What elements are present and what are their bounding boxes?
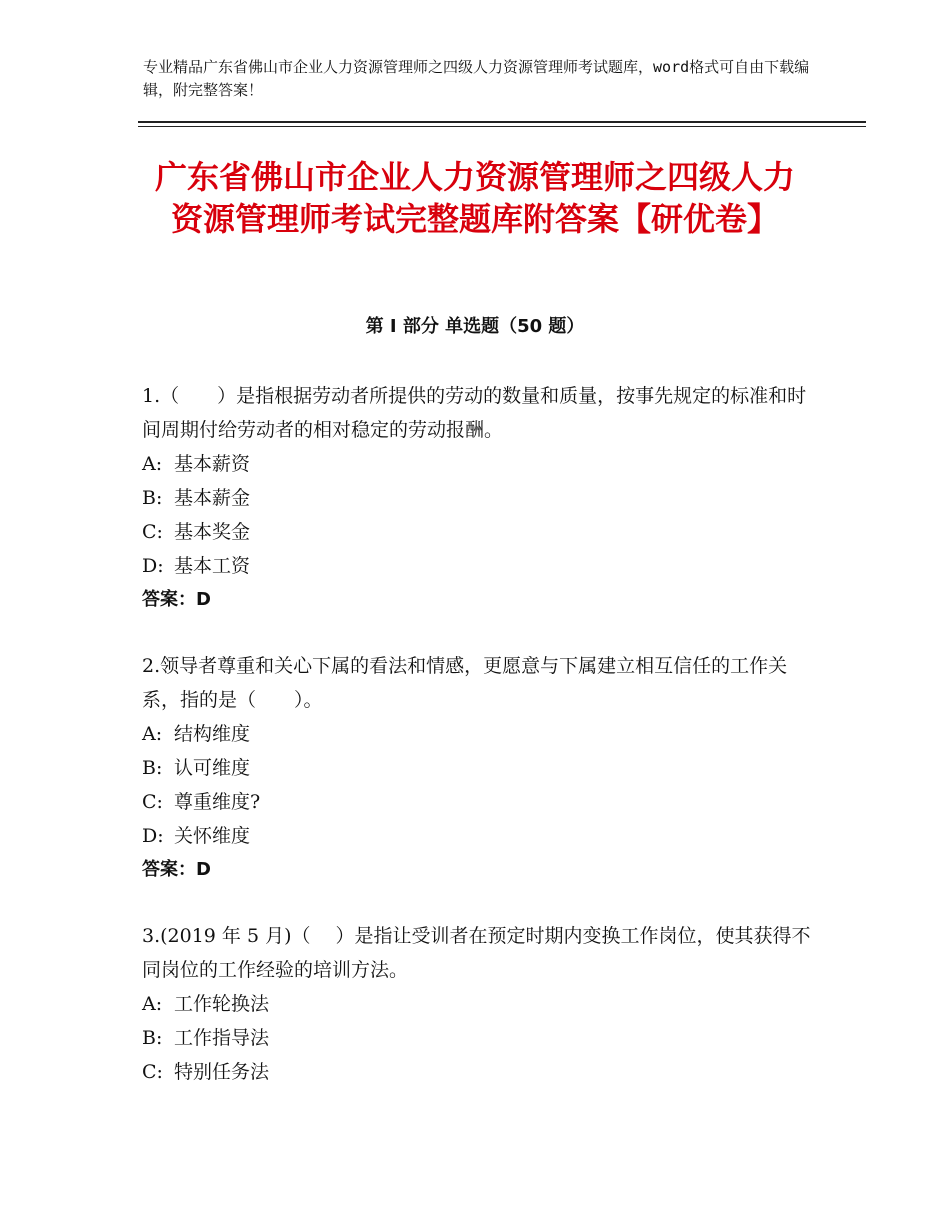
option-d <box>142 819 822 853</box>
option-key: C: <box>142 521 163 543</box>
option-text: 工作轮换法 <box>174 993 270 1015</box>
option-key: D: <box>142 555 164 577</box>
option-a <box>142 447 822 481</box>
option-text: 基本工资 <box>174 555 251 577</box>
question-stem: 1.（ ）是指根据劳动者所提供的劳动的数量和质量，按事先规定的标准和时间周期付给劳动者的相对稳定的劳动报酬。 <box>142 385 807 441</box>
option-key: A: <box>142 993 163 1015</box>
option-b <box>142 751 822 785</box>
option-d <box>142 549 822 583</box>
question-list <box>142 379 822 1121</box>
answer-line: 答案：D <box>142 859 211 880</box>
option-text: 基本薪金 <box>174 487 251 509</box>
document-title: 广东省佛山市企业人力资源管理师之四级人力资源管理师考试完整题库附答案【研优卷】 <box>154 158 795 238</box>
option-text: 基本奖金 <box>174 521 251 543</box>
option-key: A: <box>142 723 163 745</box>
option-a <box>142 717 822 751</box>
option-key: B: <box>142 1027 163 1049</box>
option-key: C: <box>142 1061 163 1083</box>
question-stem: 2.领导者尊重和关心下属的看法和情感，更愿意与下属建立相互信任的工作关系，指的是（ ）。 <box>142 655 788 711</box>
question-stem: 3.(2019 年 5 月)（ ）是指让受训者在预定时期内变换工作岗位，使其获得不同岗位的工作经验的培训方法。 <box>142 925 811 981</box>
option-key: B: <box>142 757 163 779</box>
header-divider-thin <box>138 126 866 127</box>
option-key: A: <box>142 453 163 475</box>
option-text: 特别任务法 <box>174 1061 270 1083</box>
option-text: 基本薪资 <box>174 453 251 475</box>
option-key: D: <box>142 825 164 847</box>
option-b <box>142 481 822 515</box>
option-c <box>142 1055 822 1089</box>
header-divider-thick <box>138 121 866 123</box>
option-key: C: <box>142 791 163 813</box>
question-3 <box>142 919 822 1089</box>
section-title: 第 I 部分 单选题（50 题） <box>365 316 585 337</box>
header-note: 专业精品广东省佛山市企业人力资源管理师之四级人力资源管理师考试题库，word格式可自由下载编辑，附完整答案！ <box>143 58 810 99</box>
option-text: 结构维度 <box>174 723 251 745</box>
question-1 <box>142 379 822 617</box>
option-text: 工作指导法 <box>174 1027 270 1049</box>
option-c <box>142 785 822 819</box>
option-text: 认可维度 <box>174 757 251 779</box>
option-b <box>142 1021 822 1055</box>
answer-line: 答案：D <box>142 589 211 610</box>
option-c <box>142 515 822 549</box>
option-text: 尊重维度? <box>174 791 261 813</box>
question-2 <box>142 649 822 887</box>
option-a <box>142 987 822 1021</box>
option-key: B: <box>142 487 163 509</box>
option-text: 关怀维度 <box>174 825 251 847</box>
